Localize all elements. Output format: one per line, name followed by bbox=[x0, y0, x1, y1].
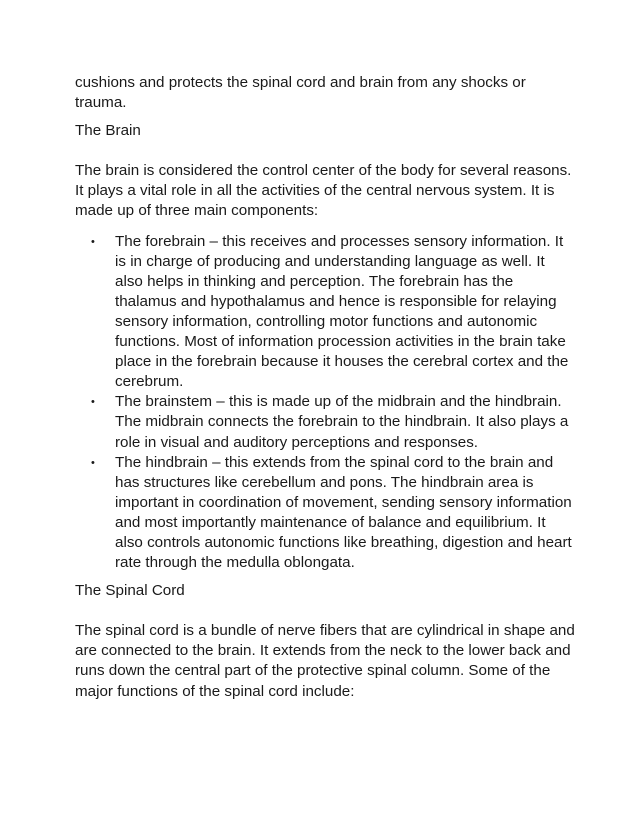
brain-heading: The Brain bbox=[75, 122, 141, 140]
bullet-icon: • bbox=[91, 396, 95, 409]
bullet-icon: • bbox=[91, 235, 95, 248]
brain-paragraph: The brain is considered the control center of the body for several reasons. It plays a vital role in all the activities of the central nervous system. It is made up of three main components: bbox=[75, 162, 572, 220]
spinal-cord-heading: The Spinal Cord bbox=[75, 582, 185, 600]
list-item-text: The forebrain – this receives and processes sensory information. It is in charge of producing and understanding language as well. It also helps in thinking and perception. The forebrain has the thalamus and hypothalamus and hence is responsible for relaying sensory information, controlling motor functions and autonomic functions. Most of information procession activities in the brain take place in the forebrain because it houses the cerebral cortex and the cerebrum. bbox=[115, 232, 569, 391]
list-item-text: The brainstem – this is made up of the midbrain and the hindbrain. The midbrain connects the forebrain to the hindbrain. It also plays a role in visual and auditory perceptions and responses. bbox=[115, 393, 569, 451]
list-item-forebrain bbox=[91, 232, 575, 393]
intro-continuation-paragraph: cushions and protects the spinal cord and brain from any shocks or trauma. bbox=[75, 74, 526, 112]
list-item-text: The hindbrain – this extends from the spinal cord to the brain and has structures like cerebellum and pons. The hindbrain area is important in coordination of movement, sending sensory information and most importantly maintenance of balance and equilibrium. It also controls autonomic functions like breathing, digestion and heart rate through the medulla oblongata. bbox=[115, 453, 572, 572]
list-item-brainstem bbox=[91, 392, 575, 452]
bullet-icon: • bbox=[91, 456, 95, 469]
document-page bbox=[75, 73, 575, 712]
list-item-hindbrain bbox=[91, 453, 575, 574]
brain-components-list bbox=[75, 232, 575, 574]
spinal-cord-paragraph: The spinal cord is a bundle of nerve fibers that are cylindrical in shape and are connected to the brain. It extends from the neck to the lower back and runs down the central part of the protective spinal column. Some of the major functions of the spinal cord include: bbox=[75, 622, 575, 700]
